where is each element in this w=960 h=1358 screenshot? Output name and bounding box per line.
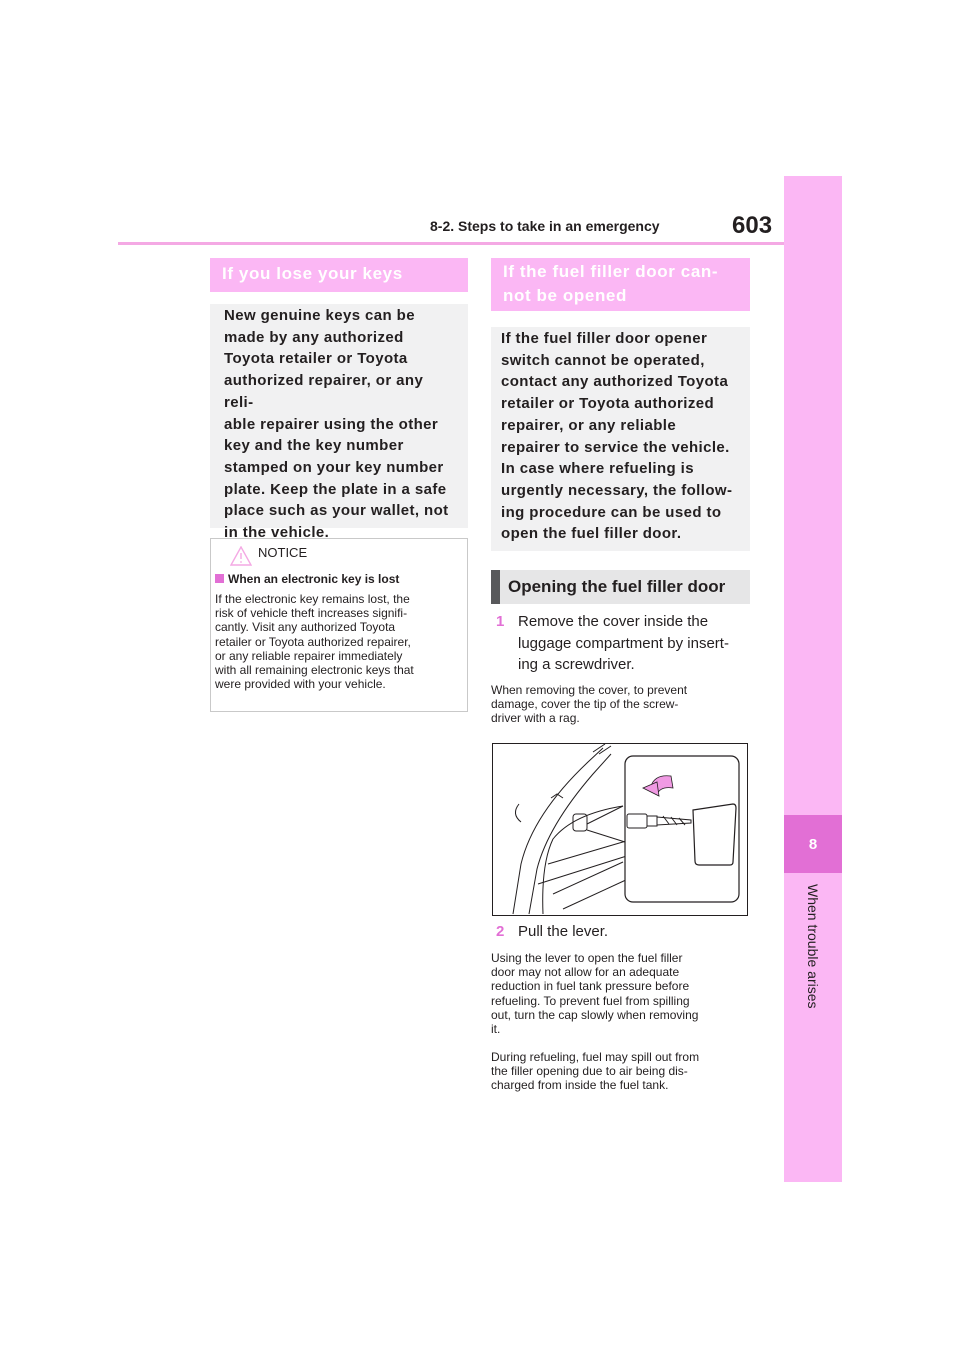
text-line: driver with a rag. [491, 711, 580, 726]
fuel-door-info-box [491, 327, 750, 551]
square-bullet-icon [215, 574, 224, 583]
text-line: authorized repairer, or any reli- [224, 372, 424, 411]
heading-fuel-door [491, 258, 750, 311]
step-1 [496, 611, 750, 676]
step-text: Pull the lever. [518, 923, 609, 940]
luggage-cover-screwdriver-illustration [493, 744, 747, 915]
chapter-label: When trouble arises [805, 884, 821, 1009]
text-line: Toyota retailer or Toyota [224, 350, 408, 368]
section-title: 8-2. Steps to take in an emergency [430, 218, 660, 234]
refueling-note [491, 1050, 750, 1093]
text-line: switch cannot be operated, [501, 351, 705, 369]
header-rule [118, 242, 784, 245]
text-line: out, turn the cap slowly when removing [491, 1007, 699, 1022]
step-text-line: ing a screwdriver. [518, 656, 635, 673]
warning-triangle-icon [230, 546, 252, 566]
text-line: ing procedure can be used to [501, 503, 722, 521]
text-line: In case where refueling is [501, 460, 694, 478]
step-number: 1 [496, 613, 505, 630]
text-line: in the vehicle. [224, 524, 330, 542]
text-line: damage, cover the tip of the screw- [491, 697, 679, 712]
text-line: reduction in fuel tank pressure before [491, 979, 690, 994]
step-number: 2 [496, 923, 505, 940]
text-line: with all remaining electronic keys that [215, 663, 414, 678]
text-line: retailer or Toyota authorized repairer, [215, 634, 411, 649]
text-line: cantly. Visit any authorized Toyota [215, 620, 396, 635]
text-line: charged from inside the fuel tank. [491, 1078, 669, 1093]
heading-line: If the fuel filler door can- [503, 262, 719, 281]
chapter-side-tab [784, 176, 842, 1182]
text-line: contact any authorized Toyota [501, 373, 729, 391]
text-line: repairer, or any reliable [501, 416, 677, 434]
text-line: door may not allow for an adequate [491, 965, 680, 980]
text-line: risk of vehicle theft increases signifi- [215, 606, 408, 621]
text-line: If the electronic key remains lost, the [215, 592, 410, 606]
text-line: plate. Keep the plate in a safe [224, 480, 447, 498]
text-line: made by any authorized [224, 328, 404, 346]
text-line: When removing the cover, to prevent [491, 683, 688, 697]
text-line: able repairer using the other [224, 415, 439, 433]
notice-body [215, 592, 463, 691]
chapter-number: 8 [784, 815, 842, 873]
text-line: If the fuel filler door opener [501, 330, 708, 347]
text-line: were provided with your vehicle. [215, 677, 386, 692]
text-line: it. [491, 1022, 501, 1037]
text-line: During refueling, fuel may spill out from [491, 1050, 700, 1064]
text-line: repairer to service the vehicle. [501, 438, 730, 456]
page-number: 603 [732, 212, 773, 239]
text-line: retailer or Toyota authorized [501, 395, 715, 413]
notice-title: NOTICE [258, 545, 308, 560]
text-line: stamped on your key number [224, 458, 444, 476]
text-line: or any reliable repairer immediately [215, 648, 403, 663]
heading-opening-fuel-door: Opening the fuel filler door [491, 570, 750, 604]
text-line: New genuine keys can be [224, 307, 415, 324]
text-line: the filler opening due to air being dis- [491, 1064, 688, 1079]
notice-subheading-text: When an electronic key is lost [228, 572, 400, 586]
text-line: open the fuel filler door. [501, 525, 682, 543]
text-line: key and the key number [224, 437, 404, 455]
step-text-line: Remove the cover inside the [518, 613, 709, 630]
heading-line: not be opened [503, 286, 627, 305]
text-line: Using the lever to open the fuel filler [491, 951, 683, 965]
text-line: refueling. To prevent fuel from spilling [491, 993, 690, 1008]
heading-lost-keys: If you lose your keys [210, 258, 468, 292]
text-line: urgently necessary, the follow- [501, 481, 733, 499]
step-text-line: luggage compartment by insert- [518, 634, 729, 652]
luggage-compartment-illustration [492, 743, 748, 916]
step-1-note [491, 683, 750, 726]
step-2 [496, 921, 750, 943]
lost-keys-info-box [210, 304, 468, 542]
step-2-note [491, 951, 750, 1036]
notice-subheading [215, 572, 399, 586]
text-line: place such as your wallet, not [224, 502, 449, 520]
